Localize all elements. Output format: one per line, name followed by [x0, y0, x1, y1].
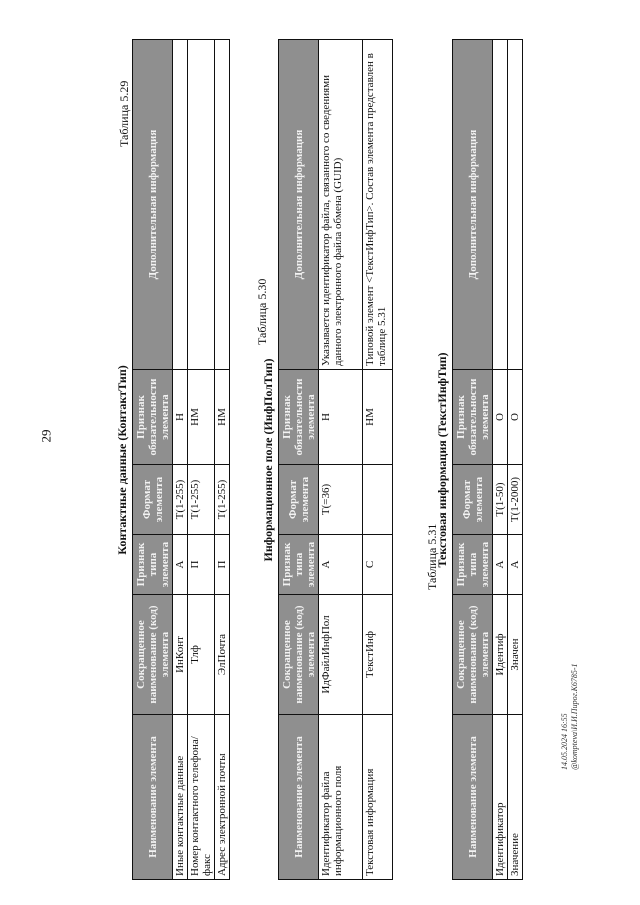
cell-extra	[508, 40, 523, 370]
page-number: 29	[38, 429, 54, 443]
table-block-5-29	[112, 40, 230, 880]
cell-required: НМ	[363, 370, 393, 465]
header-code: Сокращенное наименование (код) элемента	[279, 595, 319, 715]
header-type: Признак типа элемента	[133, 535, 173, 595]
cell-code: Идентиф	[493, 595, 508, 715]
cell-format: T(=36)	[319, 465, 363, 535]
cell-code: ИнКонт	[173, 595, 188, 715]
table-header-row	[279, 40, 319, 880]
header-type: Признак типа элемента	[279, 535, 319, 595]
cell-format: T(1-255)	[188, 465, 215, 535]
cell-type: С	[363, 535, 393, 595]
cell-extra: Типовой элемент <ТекстИнфТип>. Состав элемента представлен в таблице 5.31	[363, 40, 393, 370]
cell-name: Значение	[508, 715, 523, 880]
cell-required: Н	[319, 370, 363, 465]
cell-name: Иные контактные данные	[173, 715, 188, 880]
cell-format: T(1-255)	[173, 465, 188, 535]
cell-required: Н	[173, 370, 188, 465]
cell-code: ТекстИнф	[363, 595, 393, 715]
header-type: Признак типа элемента	[453, 535, 493, 595]
header-format: Формат элемента	[133, 465, 173, 535]
cell-code: ИдФайлИнфПол	[319, 595, 363, 715]
cell-required: О	[508, 370, 523, 465]
cell-name: Адрес электронной почты	[215, 715, 230, 880]
cell-name: Номер контактного телефона/факс	[188, 715, 215, 880]
table-row	[508, 40, 523, 880]
cell-required: НМ	[215, 370, 230, 465]
table-number-5-31: Таблица 5.31	[425, 523, 439, 590]
cell-extra	[493, 40, 508, 370]
cell-format: T(1-255)	[215, 465, 230, 535]
cell-extra	[188, 40, 215, 370]
header-code: Сокращенное наименование (код) элемента	[133, 595, 173, 715]
table-number-5-29: Таблица 5.29	[117, 80, 131, 147]
table-row	[188, 40, 215, 880]
footnote	[560, 663, 580, 770]
table-header-row	[453, 40, 493, 880]
table-row	[319, 40, 363, 880]
cell-format: T(1-2000)	[508, 465, 523, 535]
footnote-signature: @kompteva\И.И.Пирог.К6785-1	[570, 663, 579, 770]
cell-type: А	[319, 535, 363, 595]
header-format: Формат элемента	[279, 465, 319, 535]
cell-type: П	[215, 535, 230, 595]
cell-code: ЭлПочта	[215, 595, 230, 715]
table-block-5-31	[432, 40, 523, 880]
header-name: Наименование элемента	[133, 715, 173, 880]
header-required: Признак обязательности элемента	[453, 370, 493, 465]
cell-name: Текстовая информация	[363, 715, 393, 880]
table-block-5-30	[258, 40, 393, 880]
table-title-5-31: Текстовая информация (ТекстИнфТип)	[435, 352, 449, 568]
data-table-5-31	[452, 39, 523, 880]
data-table-5-30	[278, 39, 393, 880]
header-name: Наименование элемента	[279, 715, 319, 880]
cell-format	[363, 465, 393, 535]
table-row	[363, 40, 393, 880]
header-extra: Дополнительная информация	[279, 40, 319, 370]
header-required: Признак обязательности элемента	[279, 370, 319, 465]
cell-extra: Указывается идентификатор файла, связанного со сведениями данного электронного файла обмена (GUID)	[319, 40, 363, 370]
table-row	[215, 40, 230, 880]
header-code: Сокращенное наименование (код) элемента	[453, 595, 493, 715]
header-extra: Дополнительная информация	[133, 40, 173, 370]
cell-required: О	[493, 370, 508, 465]
table-number-5-30: Таблица 5.30	[255, 278, 269, 345]
table-title-5-29: Контактные данные (КонтактТип)	[115, 365, 129, 555]
table-title-5-30: Информационное поле (ИнфПолТип)	[261, 358, 275, 562]
cell-format: T(1-50)	[493, 465, 508, 535]
data-table-5-29	[132, 39, 230, 880]
footnote-date: 14.05.2024 16:55	[560, 713, 569, 770]
cell-type: П	[188, 535, 215, 595]
cell-type: А	[508, 535, 523, 595]
cell-code: Тлф	[188, 595, 215, 715]
header-format: Формат элемента	[453, 465, 493, 535]
table-header-row	[133, 40, 173, 880]
cell-type: А	[493, 535, 508, 595]
cell-name: Идентификатор файла информационного поля	[319, 715, 363, 880]
table-row	[173, 40, 188, 880]
header-extra: Дополнительная информация	[453, 40, 493, 370]
cell-extra	[173, 40, 188, 370]
cell-extra	[215, 40, 230, 370]
header-name: Наименование элемента	[453, 715, 493, 880]
cell-type: А	[173, 535, 188, 595]
cell-required: НМ	[188, 370, 215, 465]
cell-code: Значен	[508, 595, 523, 715]
cell-name: Идентификатор	[493, 715, 508, 880]
table-row	[493, 40, 508, 880]
header-required: Признак обязательности элемента	[133, 370, 173, 465]
